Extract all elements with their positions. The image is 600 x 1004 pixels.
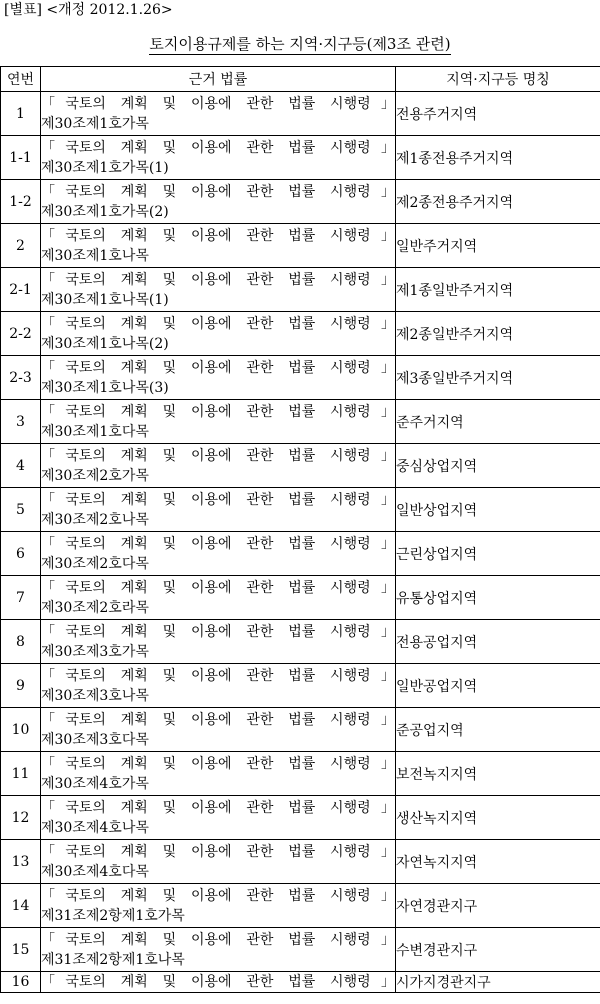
column-header-name: 지역·지구등 명칭 bbox=[396, 67, 600, 92]
table-row bbox=[1, 92, 600, 136]
legal-basis-act: 「국토의 계획 및 이용에 관한 법률 시행령」 bbox=[41, 623, 395, 640]
legal-basis bbox=[41, 400, 396, 444]
legal-basis-article: 제30조제1호가목 bbox=[41, 115, 149, 132]
zone-table-body bbox=[1, 92, 600, 993]
zone-name: 제2종일반주거지역 bbox=[396, 312, 600, 356]
legal-basis bbox=[41, 92, 396, 136]
legal-basis-act: 「국토의 계획 및 이용에 관한 법률 시행령」 bbox=[41, 843, 395, 860]
table-row bbox=[1, 752, 600, 796]
legal-basis-act: 「국토의 계획 및 이용에 관한 법률 시행령」 bbox=[41, 579, 395, 596]
legal-basis-article: 제30조제2호다목 bbox=[41, 555, 149, 572]
legal-basis-article: 제30조제2호가목 bbox=[41, 467, 149, 484]
zone-name: 시가지경관지구 bbox=[396, 972, 600, 993]
zone-name: 자연녹지지역 bbox=[396, 840, 600, 884]
legal-basis-act: 「국토의 계획 및 이용에 관한 법률 시행령」 bbox=[41, 711, 395, 728]
table-row bbox=[1, 180, 600, 224]
legal-basis bbox=[41, 796, 396, 840]
row-number: 9 bbox=[1, 664, 41, 708]
row-number: 5 bbox=[1, 488, 41, 532]
table-row bbox=[1, 400, 600, 444]
zone-name: 전용공업지역 bbox=[396, 620, 600, 664]
legal-basis bbox=[41, 224, 396, 268]
row-number: 2-3 bbox=[1, 356, 41, 400]
row-number: 8 bbox=[1, 620, 41, 664]
legal-basis-act: 「국토의 계획 및 이용에 관한 법률 시행령」 bbox=[41, 139, 395, 156]
table-row bbox=[1, 972, 600, 993]
legal-basis-act: 「국토의 계획 및 이용에 관한 법률 시행령」 bbox=[41, 799, 395, 816]
row-number: 2-2 bbox=[1, 312, 41, 356]
legal-basis bbox=[41, 708, 396, 752]
legal-basis-act: 「국토의 계획 및 이용에 관한 법률 시행령」 bbox=[41, 974, 395, 990]
table-row bbox=[1, 356, 600, 400]
zone-name: 생산녹지지역 bbox=[396, 796, 600, 840]
zone-name: 수변경관지구 bbox=[396, 928, 600, 972]
table-row bbox=[1, 268, 600, 312]
zone-name: 일반공업지역 bbox=[396, 664, 600, 708]
zone-name: 준공업지역 bbox=[396, 708, 600, 752]
row-number: 1-2 bbox=[1, 180, 41, 224]
legal-basis-act: 「국토의 계획 및 이용에 관한 법률 시행령」 bbox=[41, 227, 395, 244]
zone-name: 일반주거지역 bbox=[396, 224, 600, 268]
row-number: 2 bbox=[1, 224, 41, 268]
row-number: 11 bbox=[1, 752, 41, 796]
zone-name: 준주거지역 bbox=[396, 400, 600, 444]
legal-basis-act: 「국토의 계획 및 이용에 관한 법률 시행령」 bbox=[41, 359, 395, 376]
zone-name: 제1종전용주거지역 bbox=[396, 136, 600, 180]
legal-basis-act: 「국토의 계획 및 이용에 관한 법률 시행령」 bbox=[41, 887, 395, 904]
legal-basis-article: 제30조제4호다목 bbox=[41, 863, 149, 880]
legal-basis-article: 제30조제1호가목(1) bbox=[41, 159, 169, 176]
legal-basis-act: 「국토의 계획 및 이용에 관한 법률 시행령」 bbox=[41, 931, 395, 948]
legal-basis-article: 제30조제1호나목(2) bbox=[41, 335, 169, 352]
legal-basis bbox=[41, 488, 396, 532]
table-header-row bbox=[1, 67, 600, 92]
legal-basis bbox=[41, 136, 396, 180]
row-number: 12 bbox=[1, 796, 41, 840]
row-number: 2-1 bbox=[1, 268, 41, 312]
column-header-number: 연번 bbox=[1, 67, 41, 92]
legal-basis-act: 「국토의 계획 및 이용에 관한 법률 시행령」 bbox=[41, 491, 395, 508]
legal-basis bbox=[41, 840, 396, 884]
table-row bbox=[1, 928, 600, 972]
table-row bbox=[1, 796, 600, 840]
legal-basis bbox=[41, 664, 396, 708]
legal-basis bbox=[41, 972, 396, 993]
row-number: 3 bbox=[1, 400, 41, 444]
legal-basis-article: 제30조제1호가목(2) bbox=[41, 203, 169, 220]
legal-basis-article: 제30조제1호나목(3) bbox=[41, 379, 169, 396]
legal-basis bbox=[41, 312, 396, 356]
table-row bbox=[1, 224, 600, 268]
legal-basis-article: 제30조제1호다목 bbox=[41, 423, 149, 440]
table-row bbox=[1, 708, 600, 752]
legal-basis bbox=[41, 268, 396, 312]
table-row bbox=[1, 884, 600, 928]
row-number: 16 bbox=[1, 972, 41, 993]
row-number: 6 bbox=[1, 532, 41, 576]
zone-name: 유통상업지역 bbox=[396, 576, 600, 620]
table-row bbox=[1, 664, 600, 708]
legal-basis-article: 제30조제2호나목 bbox=[41, 511, 149, 528]
legal-basis-article: 제31조제2항제1호나목 bbox=[41, 951, 185, 968]
legal-basis bbox=[41, 620, 396, 664]
zone-name: 근린상업지역 bbox=[396, 532, 600, 576]
row-number: 1 bbox=[1, 92, 41, 136]
zone-name: 자연경관지구 bbox=[396, 884, 600, 928]
column-header-law: 근거 법률 bbox=[41, 67, 396, 92]
table-row bbox=[1, 488, 600, 532]
legal-basis-act: 「국토의 계획 및 이용에 관한 법률 시행령」 bbox=[41, 183, 395, 200]
legal-basis bbox=[41, 444, 396, 488]
zone-name: 중심상업지역 bbox=[396, 444, 600, 488]
zone-name: 제3종일반주거지역 bbox=[396, 356, 600, 400]
legal-basis-article: 제31조제2항제1호가목 bbox=[41, 907, 185, 924]
legal-basis-act: 「국토의 계획 및 이용에 관한 법률 시행령」 bbox=[41, 95, 395, 112]
legal-basis-article: 제30조제3호가목 bbox=[41, 643, 149, 660]
legal-basis-article: 제30조제1호나목 bbox=[41, 247, 149, 264]
zone-name: 전용주거지역 bbox=[396, 92, 600, 136]
zone-table bbox=[0, 66, 600, 993]
row-number: 15 bbox=[1, 928, 41, 972]
table-row bbox=[1, 136, 600, 180]
legal-basis-article: 제30조제3호나목 bbox=[41, 687, 149, 704]
legal-basis bbox=[41, 180, 396, 224]
table-row bbox=[1, 444, 600, 488]
table-row bbox=[1, 620, 600, 664]
legal-basis-article: 제30조제4호가목 bbox=[41, 775, 149, 792]
legal-basis-article: 제30조제3호다목 bbox=[41, 731, 149, 748]
legal-basis-act: 「국토의 계획 및 이용에 관한 법률 시행령」 bbox=[41, 447, 395, 464]
row-number: 4 bbox=[1, 444, 41, 488]
legal-basis-act: 「국토의 계획 및 이용에 관한 법률 시행령」 bbox=[41, 315, 395, 332]
legal-basis-article: 제30조제4호나목 bbox=[41, 819, 149, 836]
row-number: 1-1 bbox=[1, 136, 41, 180]
row-number: 10 bbox=[1, 708, 41, 752]
document-title-text: 토지이용규제를 하는 지역·지구등(제3조 관련) bbox=[149, 35, 451, 53]
legal-basis-act: 「국토의 계획 및 이용에 관한 법률 시행령」 bbox=[41, 403, 395, 420]
legal-basis bbox=[41, 752, 396, 796]
legal-basis bbox=[41, 356, 396, 400]
zone-name: 제1종일반주거지역 bbox=[396, 268, 600, 312]
legal-basis-act: 「국토의 계획 및 이용에 관한 법률 시행령」 bbox=[41, 755, 395, 772]
legal-basis-article: 제30조제2호라목 bbox=[41, 599, 149, 616]
row-number: 13 bbox=[1, 840, 41, 884]
zone-name: 보전녹지지역 bbox=[396, 752, 600, 796]
legal-basis bbox=[41, 884, 396, 928]
table-row bbox=[1, 312, 600, 356]
legal-basis bbox=[41, 532, 396, 576]
row-number: 7 bbox=[1, 576, 41, 620]
legal-basis-act: 「국토의 계획 및 이용에 관한 법률 시행령」 bbox=[41, 535, 395, 552]
legal-basis-article: 제30조제1호나목(1) bbox=[41, 291, 169, 308]
zone-name: 일반상업지역 bbox=[396, 488, 600, 532]
table-row bbox=[1, 532, 600, 576]
row-number: 14 bbox=[1, 884, 41, 928]
document-title bbox=[0, 34, 600, 54]
legal-basis bbox=[41, 576, 396, 620]
annex-label: [별표] <개정 2012.1.26> bbox=[4, 2, 173, 18]
table-row bbox=[1, 840, 600, 884]
legal-basis bbox=[41, 928, 396, 972]
table-row bbox=[1, 576, 600, 620]
legal-basis-act: 「국토의 계획 및 이용에 관한 법률 시행령」 bbox=[41, 667, 395, 684]
legal-basis-act: 「국토의 계획 및 이용에 관한 법률 시행령」 bbox=[41, 271, 395, 288]
zone-name: 제2종전용주거지역 bbox=[396, 180, 600, 224]
